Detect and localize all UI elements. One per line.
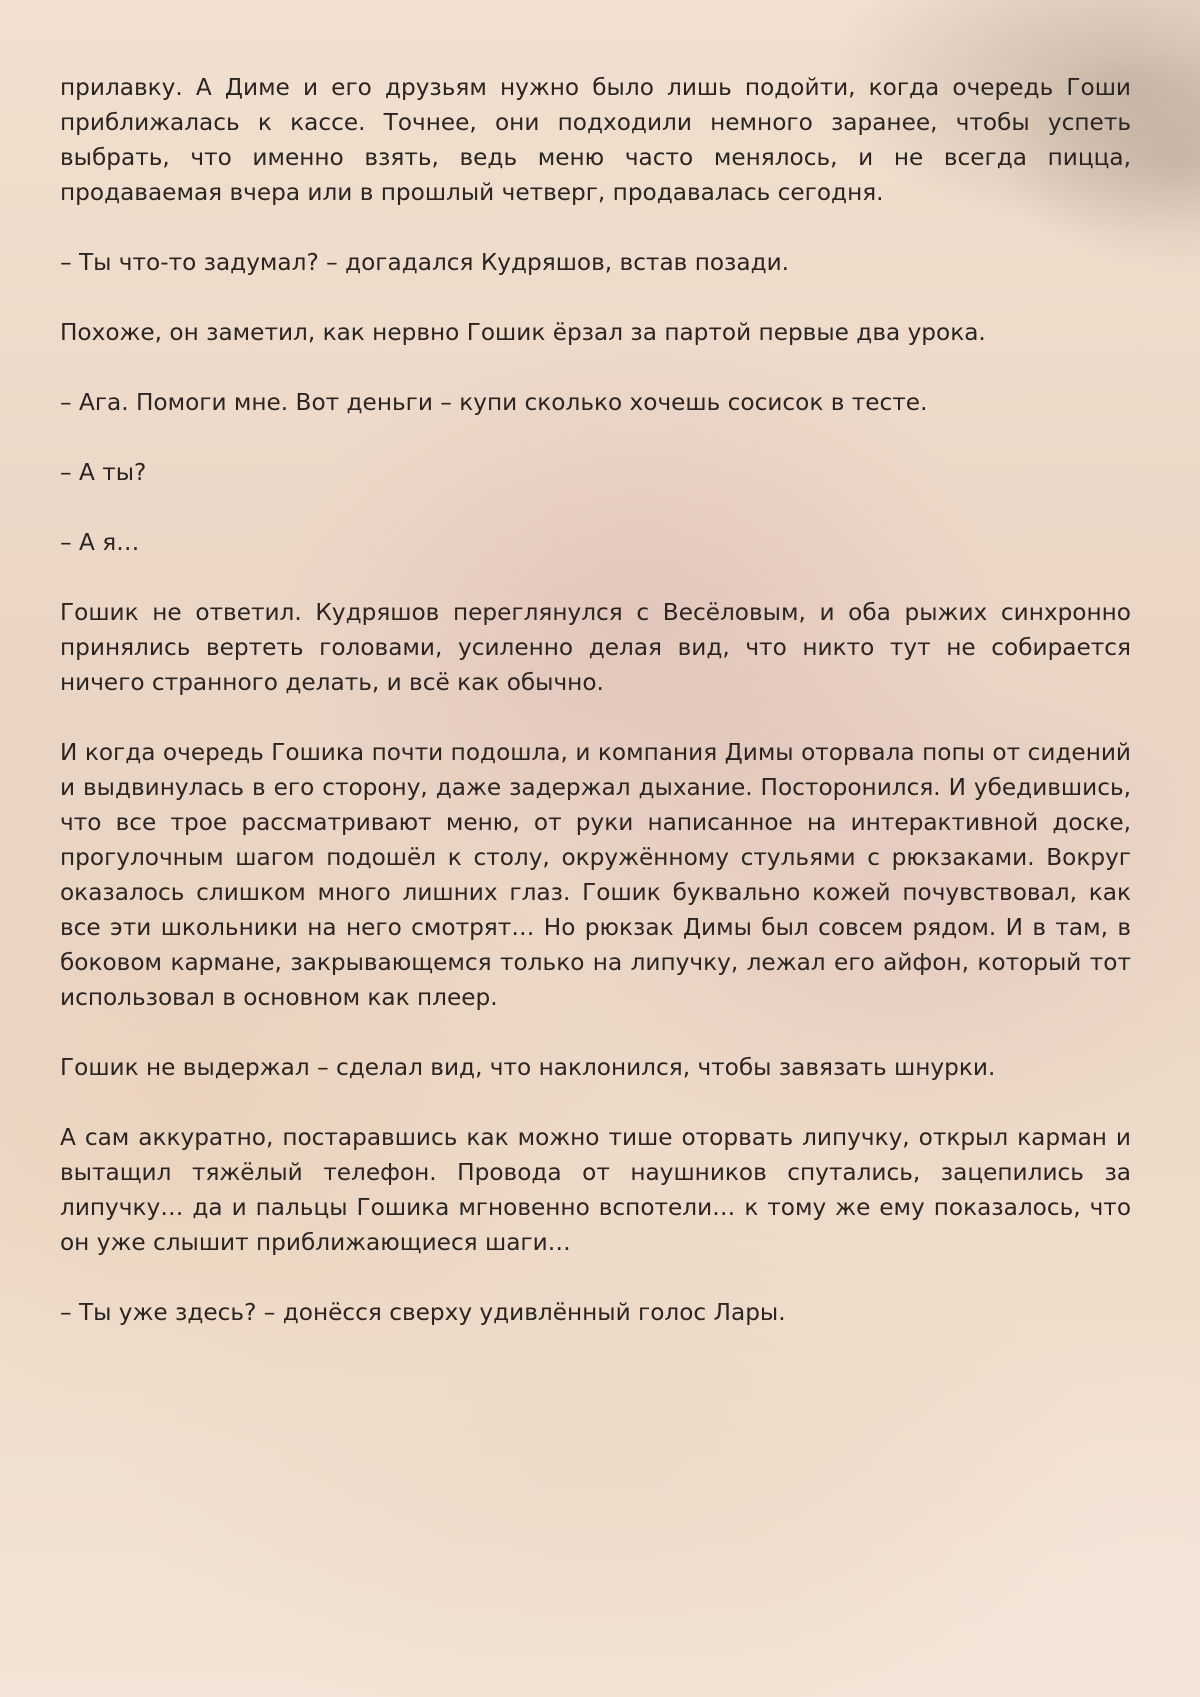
paragraph: – Ага. Помоги мне. Вот деньги – купи сколько хочешь сосисок в тесте. (60, 389, 928, 416)
paragraph: А сам аккуратно, постаравшись как можно тише оторвать липучку, открыл карман и вытащил тяжёлый телефон. Провода от наушников спутались, зацепились за липучку… да и пальцы Гошика мгновенно вспотели… к тому же ему показалось, что он уже слышит приближающиеся шаги… (60, 1124, 1131, 1256)
paragraph: – Ты уже здесь? – донёсся сверху удивлённый голос Лары. (60, 1299, 786, 1326)
document-page (60, 70, 1131, 1330)
paragraph: – А я… (60, 529, 140, 556)
paragraph: – Ты что-то задумал? – догадался Кудряшов, встав позади. (60, 249, 790, 276)
paragraph: – А ты? (60, 459, 147, 486)
paragraph: И когда очередь Гошика почти подошла, и компания Димы оторвала попы от сидений и выдвинулась в его сторону, даже задержал дыхание. Посторонился. И убедившись, что все трое рассматривают меню, от руки написанное на интерактивной доске, прогулочным шагом подошёл к столу, окружённому стульями с рюкзаками. Вокруг оказалось слишком много лишних глаз. Гошик буквально кожей почувствовал, как все эти школьники на него смотрят… Но рюкзак Димы был совсем рядом. И в там, в боковом кармане, закрывающемся только на липучку, лежал его айфон, который тот использовал в основном как плеер. (60, 739, 1131, 1011)
paragraph: Гошик не выдержал – сделал вид, что наклонился, чтобы завязать шнурки. (60, 1054, 996, 1081)
paragraph: прилавку. А Диме и его друзьям нужно было лишь подойти, когда очередь Гоши приближалась к кассе. Точнее, они подходили немного заранее, чтобы успеть выбрать, что именно взять, ведь меню часто менялось, и не всегда пицца, продаваемая вчера или в прошлый четверг, продавалась сегодня. (60, 74, 1131, 206)
paragraph: Гошик не ответил. Кудряшов переглянулся с Весёловым, и оба рыжих синхронно принялись вертеть головами, усиленно делая вид, что никто тут не собирается ничего странного делать, и всё как обычно. (60, 599, 1131, 696)
paragraph: Похоже, он заметил, как нервно Гошик ёрзал за партой первые два урока. (60, 319, 986, 346)
